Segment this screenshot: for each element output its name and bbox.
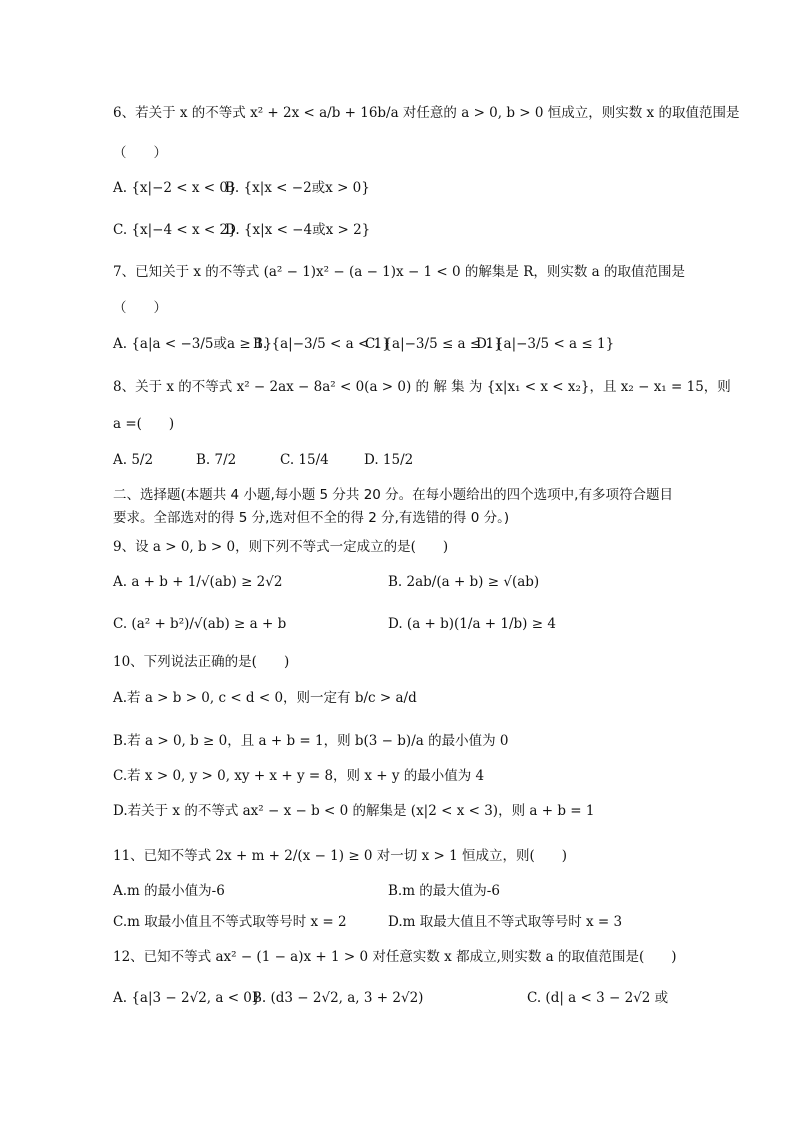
q8-option-b: B. 7/2: [196, 452, 237, 468]
q6-stem: 6、若关于 x 的不等式 x² + 2x < a/b + 16b/a 对任意的 a > 0, b > 0 恒成立，则实数 x 的取值范围是: [113, 105, 740, 121]
q7-option-d: D. {a|−3/5 < a ≤ 1}: [476, 336, 615, 352]
q11-option-a: A.m 的最小值为-6: [113, 883, 225, 899]
q12-option-b: B. (d3 − 2√2, a, 3 + 2√2): [252, 990, 424, 1006]
q7-paren: （ ）: [113, 300, 167, 316]
q6-option-a: A. {x|−2 < x < 0}: [113, 180, 237, 196]
q9-option-c: C. (a² + b²)/√(ab) ≥ a + b: [113, 616, 287, 632]
q6-option-b: B. {x|x < −2或x > 0}: [225, 180, 370, 196]
q7-option-b: B. {a|−3/5 < a < 1}: [253, 336, 391, 352]
q9-option-b: B. 2ab/(a + b) ≥ √(ab): [388, 574, 540, 590]
q7-option-c: C. {a|−3/5 ≤ a ≤ 1}: [365, 336, 503, 352]
q10-stem: 10、下列说法正确的是( ): [113, 654, 290, 670]
q7-option-a: A. {a|a < −3/5或a ≥ 1}: [113, 336, 273, 352]
q11-option-b: B.m 的最大值为-6: [388, 883, 500, 899]
q11-option-d: D.m 取最大值且不等式取等号时 x = 3: [388, 914, 623, 930]
q6-option-c: C. {x|−4 < x < 2}: [113, 222, 237, 238]
q6-option-d: D. {x|x < −4或x > 2}: [225, 222, 371, 238]
q12-option-c: C. (d| a < 3 − 2√2 或: [527, 990, 669, 1006]
q8-paren: a =( ): [113, 416, 175, 432]
q8-option-a: A. 5/2: [113, 452, 154, 468]
q11-option-c: C.m 取最小值且不等式取等号时 x = 2: [113, 914, 347, 930]
section2-heading-line1: 二、选择题(本题共 4 小题,每小题 5 分共 20 分。在每小题给出的四个选项中,有多项符合题目: [113, 487, 673, 503]
q10-option-b: B.若 a > 0, b ≥ 0，且 a + b = 1，则 b(3 − b)/a 的最小值为 0: [113, 733, 509, 749]
section2-heading-line2: 要求。全部选对的得 5 分,选对但不全的得 2 分,有选错的得 0 分。): [113, 510, 510, 526]
q10-option-a: A.若 a > b > 0, c < d < 0，则一定有 b/c > a/d: [113, 690, 417, 706]
q9-stem: 9、设 a > 0, b > 0，则下列不等式一定成立的是( ): [113, 539, 449, 555]
q12-option-a: A. {a|3 − 2√2, a < 0}: [113, 990, 261, 1006]
q6-paren: （ ）: [113, 145, 167, 161]
q12-stem: 12、已知不等式 ax² − (1 − a)x + 1 > 0 对任意实数 x 都成立,则实数 a 的取值范围是( ): [113, 949, 677, 965]
q8-option-d: D. 15/2: [364, 452, 414, 468]
q8-option-c: C. 15/4: [280, 452, 329, 468]
q10-option-c: C.若 x > 0, y > 0, xy + x + y = 8，则 x + y 的最小值为 4: [113, 768, 485, 784]
q7-stem: 7、已知关于 x 的不等式 (a² − 1)x² − (a − 1)x − 1 < 0 的解集是 R，则实数 a 的取值范围是: [113, 264, 685, 280]
q9-option-a: A. a + b + 1/√(ab) ≥ 2√2: [113, 574, 283, 590]
q11-stem: 11、已知不等式 2x + m + 2/(x − 1) ≥ 0 对一切 x > 1 恒成立，则( ): [113, 848, 568, 864]
q9-option-d: D. (a + b)(1/a + 1/b) ≥ 4: [388, 616, 556, 632]
q8-stem: 8、关于 x 的不等式 x² − 2ax − 8a² < 0(a > 0) 的 解 集 为 {x|x₁ < x < x₂}，且 x₂ − x₁ = 15，则: [113, 379, 731, 395]
q10-option-d: D.若关于 x 的不等式 ax² − x − b < 0 的解集是 (x|2 < x < 3)，则 a + b = 1: [113, 803, 595, 819]
